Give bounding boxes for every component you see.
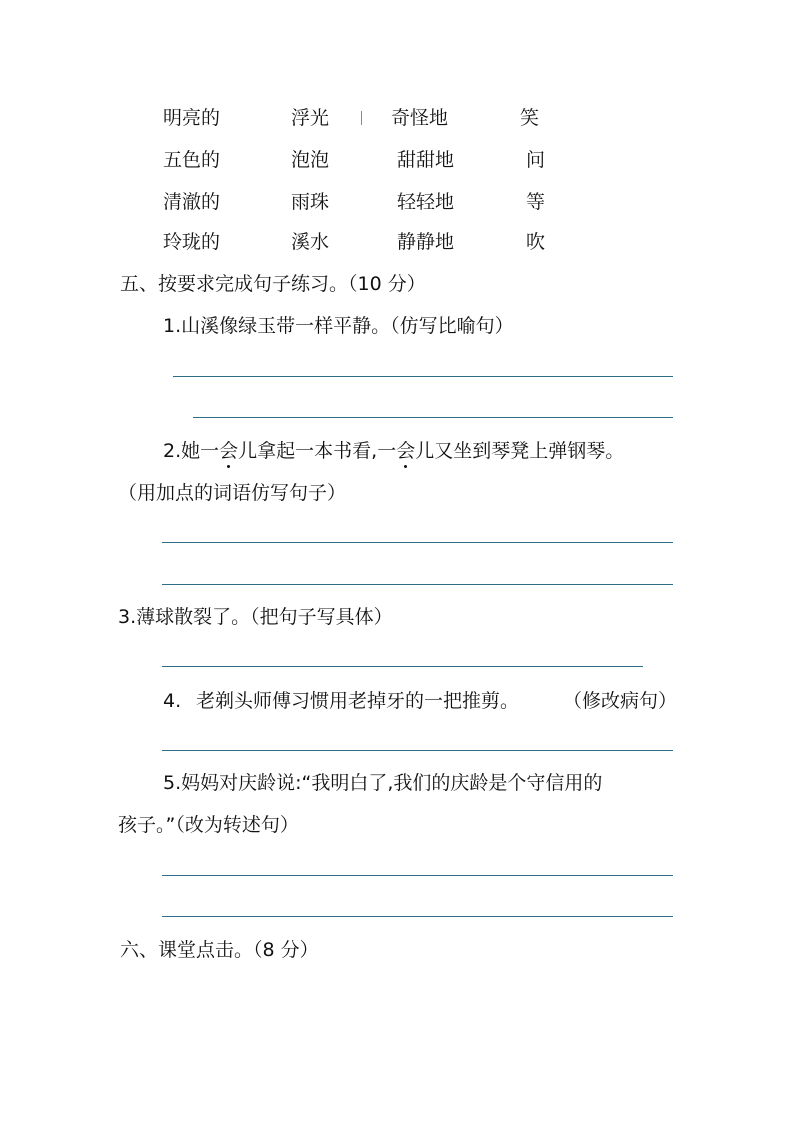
word-r3-c4: 等 — [526, 191, 546, 213]
q1-answer-line-1[interactable] — [173, 376, 673, 377]
word-r1-c3: 奇怪地 — [391, 107, 449, 129]
word-r4-c3: 静静地 — [397, 231, 455, 253]
q2-answer-line-1[interactable] — [162, 542, 673, 543]
section6-heading: 六、课堂点击。（8 分） — [120, 939, 319, 961]
word-r2-c1: 五色的 — [163, 149, 221, 171]
q4-note: （修改病句） — [563, 690, 678, 712]
q4-answer-line[interactable] — [162, 750, 673, 751]
q2-dotted-word-2: 一会儿 — [377, 440, 435, 462]
word-r4-c2: 溪水 — [291, 231, 330, 253]
word-r2-c4: 问 — [526, 149, 546, 171]
q2-answer-line-2[interactable] — [162, 584, 673, 585]
column-separator — [361, 111, 362, 125]
q3-prompt: 3.薄球散裂了。（把句子写具体） — [118, 606, 393, 628]
q2-prompt-line2: （用加点的词语仿写句子） — [118, 482, 347, 504]
q4-number: 4. — [163, 690, 182, 712]
word-r1-c4: 笑 — [520, 107, 540, 129]
word-r2-c3: 甜甜地 — [397, 149, 455, 171]
word-r4-c4: 吹 — [526, 231, 546, 253]
q4-prompt: 老剃头师傅习惯用老掉牙的一把推剪。 — [196, 690, 520, 712]
q5-prompt-line1: 5.妈妈对庆龄说:“我明白了,我们的庆龄是个守信用的 — [163, 772, 603, 794]
q2-text-c: 又坐到琴凳上弹钢琴。 — [434, 440, 625, 462]
q3-answer-line[interactable] — [162, 666, 643, 667]
q1-answer-line-2[interactable] — [193, 417, 673, 418]
word-r3-c1: 清澈的 — [163, 191, 221, 213]
q2-dotted-word-1: 一会儿 — [200, 440, 258, 462]
q5-answer-line-2[interactable] — [162, 916, 673, 917]
word-r1-c2: 浮光 — [291, 107, 330, 129]
word-r3-c2: 雨珠 — [291, 191, 330, 213]
q5-prompt-line2: 孩子。”（改为转述句） — [118, 814, 299, 836]
q1-prompt: 1.山溪像绿玉带一样平静。（仿写比喻句） — [163, 315, 514, 337]
word-r3-c3: 轻轻地 — [397, 191, 455, 213]
word-r4-c1: 玲珑的 — [163, 231, 221, 253]
word-r2-c2: 泡泡 — [291, 149, 330, 171]
q5-answer-line-1[interactable] — [162, 875, 673, 876]
q2-prompt-line1 — [163, 439, 624, 463]
q2-text-b: 拿起一本书看, — [257, 440, 378, 462]
q2-text-a: 2.她 — [163, 440, 201, 462]
word-r1-c1: 明亮的 — [163, 107, 221, 129]
section5-heading: 五、按要求完成句子练习。（10 分） — [120, 273, 426, 295]
